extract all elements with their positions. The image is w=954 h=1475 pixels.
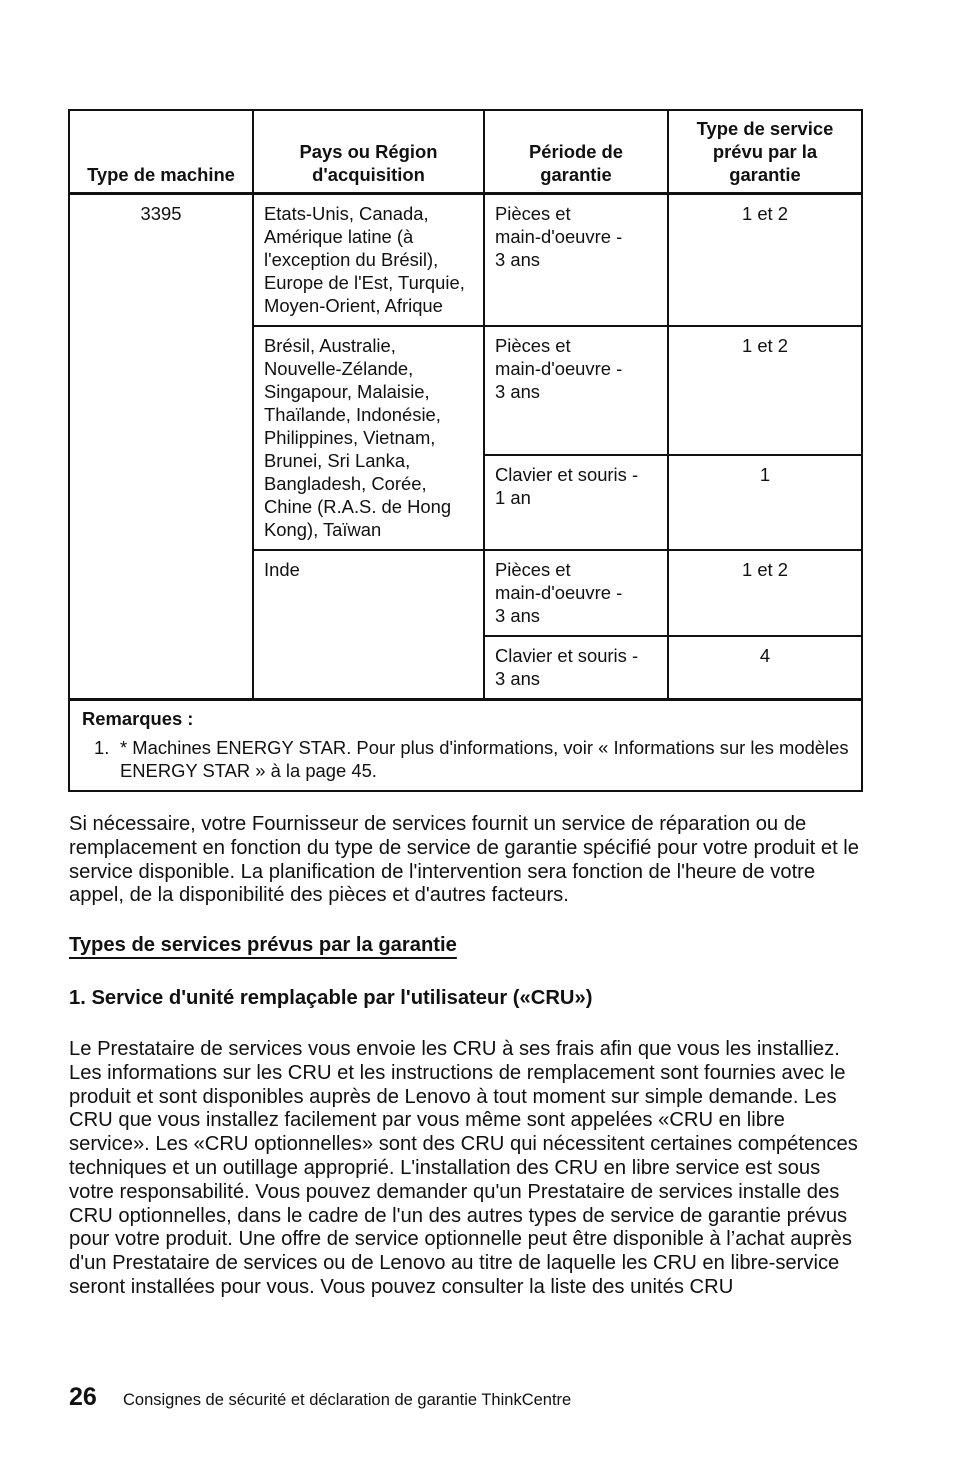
notes-title: Remarques :: [82, 708, 194, 729]
table-row: [69, 194, 862, 327]
country-cell: Etats-Unis, Canada, Amérique latine (à l'exception du Brésil), Europe de l'Est, Turquie, Moyen-Orient, Afrique: [253, 194, 484, 327]
notes-cell: [69, 700, 862, 792]
notes-row: [69, 700, 862, 792]
header-service-type: Type de service prévu par la garantie: [668, 110, 862, 194]
table-header-row: [69, 110, 862, 194]
header-country: Pays ou Région d'acquisition: [253, 110, 484, 194]
warranty-table: [68, 109, 863, 792]
period-cell: Clavier et souris - 3 ans: [484, 636, 668, 700]
page-footer: [69, 1383, 571, 1412]
period-cell: Pièces et main-d'oeuvre - 3 ans: [484, 550, 668, 636]
footer-title: Consignes de sécurité et déclaration de garantie ThinkCentre: [123, 1391, 572, 1409]
section-heading: Types de services prévus par la garantie: [69, 934, 457, 956]
country-cell: Inde: [253, 550, 484, 700]
note-number: 1.: [94, 737, 110, 758]
service-cell: 1 et 2: [668, 326, 862, 455]
header-machine-type: Type de machine: [69, 110, 253, 194]
note-item: [82, 736, 849, 782]
period-cell: Clavier et souris - 1 an: [484, 455, 668, 550]
note-text: * Machines ENERGY STAR. Pour plus d'informations, voir « Informations sur les modèles ENERGY STAR » à la page 45.: [120, 737, 849, 781]
service-cell: 1 et 2: [668, 194, 862, 327]
machine-type-cell: 3395: [69, 194, 253, 700]
service-cell: 1 et 2: [668, 550, 862, 636]
cru-paragraph: Le Prestataire de services vous envoie les CRU à ses frais afin que vous les installiez. Les informations sur les CRU et les instructions de remplacement sont fournies avec le produit et sont disponibles auprès de Lenovo à tout moment sur simple demande. Les CRU que vous installez facilement par vous même sont appelées «CRU en libre service». Les «CRU optionnelles» sont des CRU qui nécessitent certaines compétences techniques et un outillage approprié. L'installation des CRU en libre service est sous votre responsabilité. Vous pouvez demander qu'un Prestataire de services installe des CRU optionnelles, dans le cadre de l'un des autres types de service de garantie prévus pour votre produit. Une offre de service optionnelle peut être disponible à l’achat auprès d'un Prestataire de services ou de Lenovo au titre de laquelle les CRU en libre-service seront installées pour vous. Vous pouvez consulter la liste des unités CRU: [69, 1038, 858, 1298]
period-cell: Pièces et main-d'oeuvre - 3 ans: [484, 326, 668, 455]
intro-paragraph: Si nécessaire, votre Fournisseur de services fournit un service de réparation ou de remplacement en fonction du type de service de garantie spécifié pour votre produit et le service disponible. La planification de l'intervention sera fonction de l'heure de votre appel, de la disponibilité des pièces et d'autres facteurs.: [69, 813, 860, 907]
period-cell: Pièces et main-d'oeuvre - 3 ans: [484, 194, 668, 327]
country-cell: Brésil, Australie, Nouvelle-Zélande, Singapour, Malaisie, Thaïlande, Indonésie, Philippines, Vietnam, Brunei, Sri Lanka, Bangladesh, Corée, Chine (R.A.S. de Hong Kong), Taïwan: [253, 326, 484, 550]
page-number: 26: [69, 1383, 97, 1411]
service-cell: 4: [668, 636, 862, 700]
header-period: Période de garantie: [484, 110, 668, 194]
subsection-heading: 1. Service d'unité remplaçable par l'utilisateur («CRU»): [69, 987, 593, 1009]
service-cell: 1: [668, 455, 862, 550]
